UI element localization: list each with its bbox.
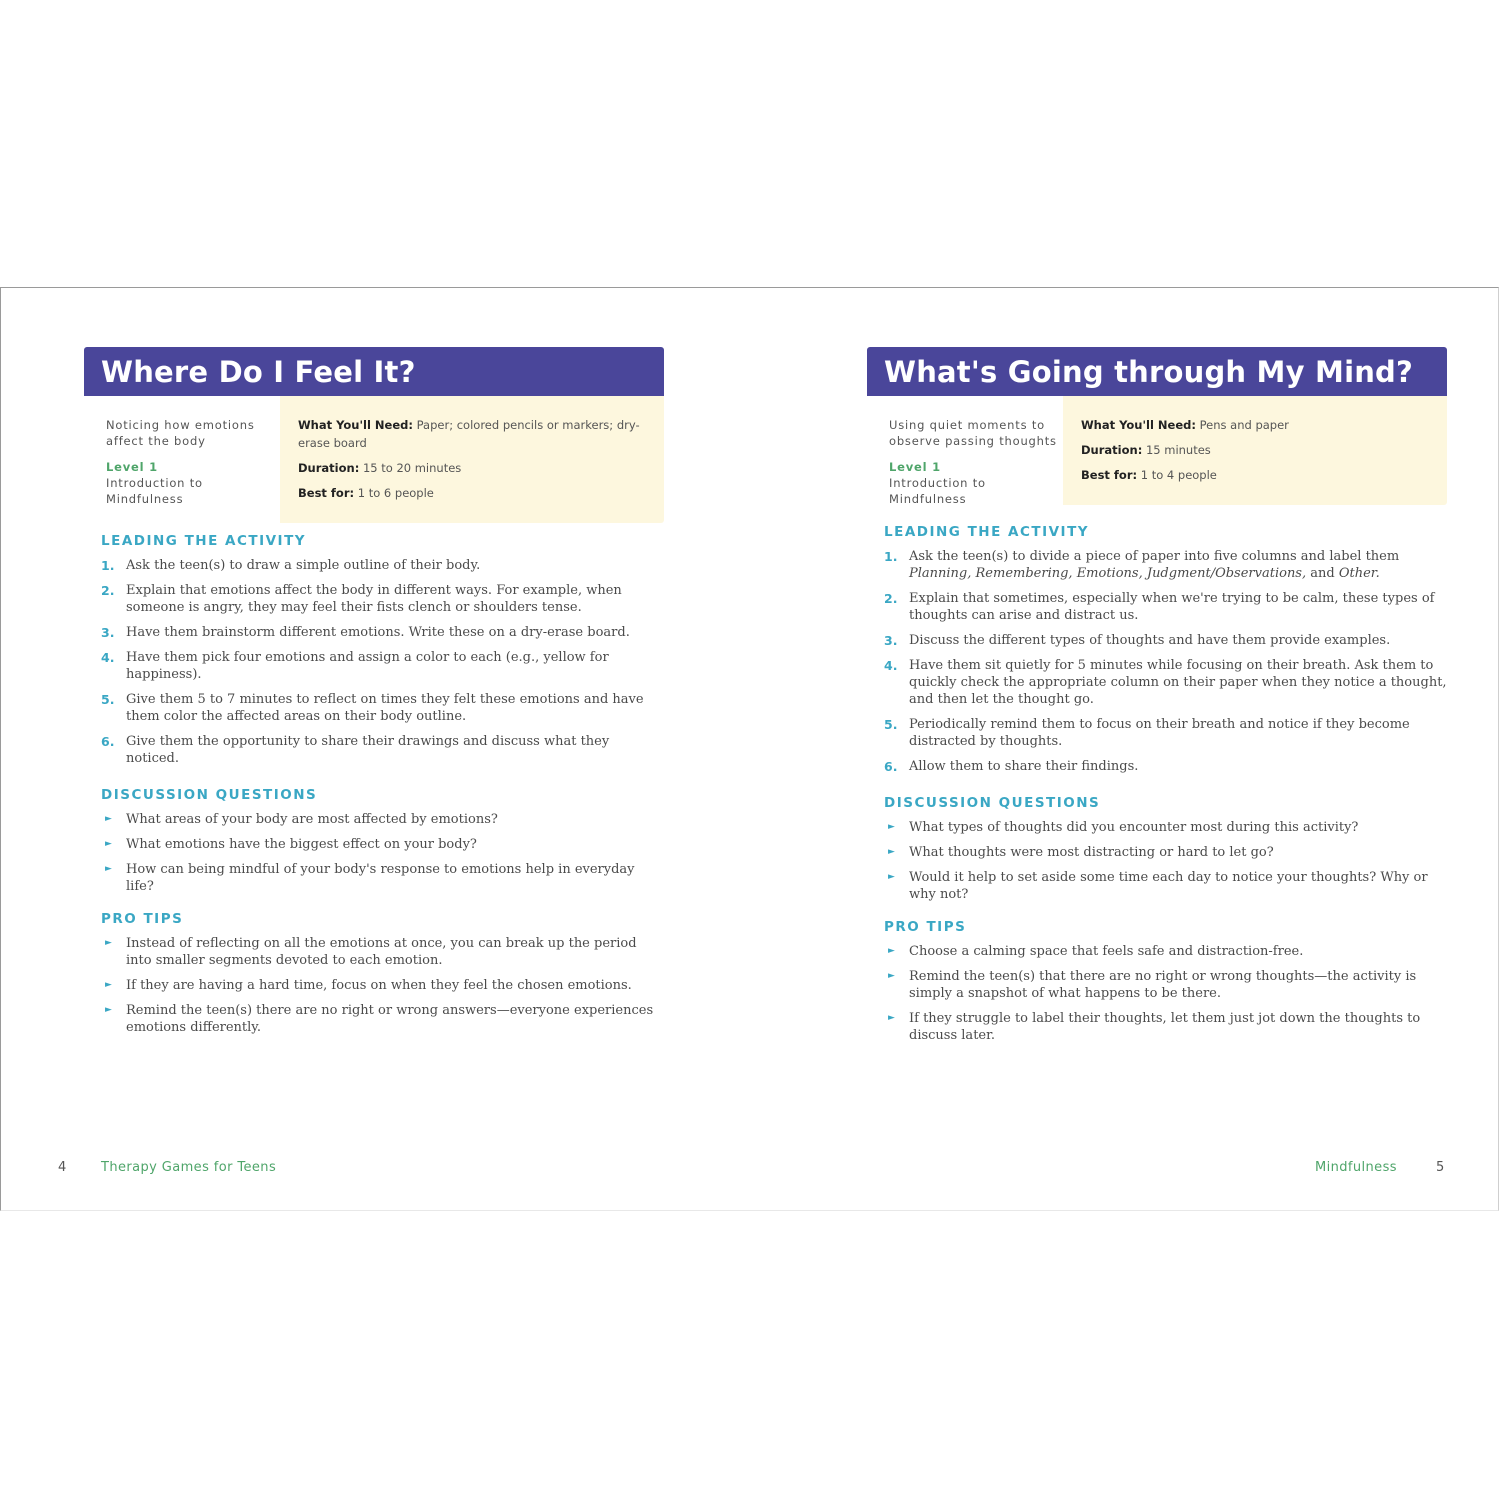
needs-value: Pens and paper [1199,418,1289,432]
running-footer: Mindfulness [1315,1160,1397,1175]
item-text: Choose a calming space that feels safe and distraction-free. [909,944,1304,959]
left-page [1,288,750,1210]
list-item [884,632,1447,649]
best-for-label: Best for: [298,486,355,500]
item-text: Ask the teen(s) to divide a piece of paper into five columns and label them [909,549,1400,564]
activity-title: Where Do I Feel It? [101,354,416,389]
activity-subtitle: Noticing how emotions affect the body [106,418,255,448]
list-item [884,819,1447,836]
item-text: Periodically remind them to focus on their breath and notice if they become distracted by thoughts. [909,717,1410,749]
list-item [101,861,664,895]
item-text: Explain that sometimes, especially when we're trying to be calm, these types of thoughts can arise and distract us. [909,591,1435,623]
item-number: 6. [101,734,115,749]
list-item [884,943,1447,960]
list-item [101,733,664,767]
bullet-triangle-icon: ► [888,946,895,956]
best-for-line [1081,466,1429,484]
bullet-triangle-icon: ► [888,872,895,882]
bullet-triangle-icon: ► [888,822,895,832]
item-text: Remind the teen(s) that there are no right or wrong thoughts—the activity is simply a snapshot of what happens to be there. [909,969,1417,1001]
bullet-triangle-icon: ► [888,971,895,981]
item-text: Discuss the different types of thoughts and have them provide examples. [909,633,1391,648]
activity-title-bar [84,347,664,396]
bullet-triangle-icon: ► [105,839,112,849]
activity-title: What's Going through My Mind? [884,354,1414,389]
duration-value: 15 minutes [1145,443,1211,457]
item-text-and: and [1310,566,1335,581]
list-item [101,811,664,828]
best-for-label: Best for: [1081,468,1138,482]
list-item [101,935,664,969]
list-item [884,869,1447,903]
activity-title-bar [867,347,1447,396]
bullet-triangle-icon: ► [105,814,112,824]
activity-meta [84,396,280,523]
item-italic-text: Planning, Remembering, Emotions, Judgment/Observations, [909,566,1307,581]
item-text: Instead of reflecting on all the emotions at once, you can break up the period into smaller segments devoted to each emotion. [126,936,637,968]
running-footer: Therapy Games for Teens [101,1160,277,1175]
activity-card [84,347,664,1044]
page-number: 5 [1436,1160,1445,1175]
item-text: Would it help to set aside some time each day to notice your thoughts? Why or why not? [909,870,1428,902]
item-text: What types of thoughts did you encounter most during this activity? [909,820,1359,835]
bullet-triangle-icon: ► [888,847,895,857]
item-number: 3. [884,633,898,648]
activity-subtitle: Using quiet moments to observe passing thoughts [889,418,1057,448]
item-text: What emotions have the biggest effect on your body? [126,837,477,852]
item-number: 5. [884,717,898,732]
needs-label: What You'll Need: [1081,418,1196,432]
tips-list [867,943,1447,1044]
list-item [101,1002,664,1036]
activity-level: Level 1 [106,460,158,474]
activity-level-desc: Introduction to Mindfulness [889,476,986,506]
needs-label: What You'll Need: [298,418,413,432]
tips-heading: PRO TIPS [884,919,967,935]
activity-info [867,396,1447,507]
needs-line [298,416,646,452]
item-number: 2. [101,583,115,598]
book-spread [0,287,1499,1211]
activity-card [867,347,1447,1052]
bullet-triangle-icon: ► [105,1005,112,1015]
best-for-line [298,484,646,502]
duration-line [1081,441,1429,459]
tips-list [84,935,664,1036]
item-text: Give them the opportunity to share their drawings and discuss what they noticed. [126,734,610,766]
tips-heading: PRO TIPS [101,911,184,927]
item-text: What areas of your body are most affected by emotions? [126,812,498,827]
bullet-triangle-icon: ► [888,1013,895,1023]
leading-heading: LEADING THE ACTIVITY [101,533,307,549]
duration-value: 15 to 20 minutes [362,461,462,475]
list-item [101,836,664,853]
duration-label: Duration: [298,461,360,475]
item-number: 6. [884,759,898,774]
activity-meta [867,396,1063,507]
discussion-heading: DISCUSSION QUESTIONS [101,787,318,803]
list-item [884,590,1447,624]
needs-line [1081,416,1429,434]
item-text: How can being mindful of your body's response to emotions help in everyday life? [126,862,635,894]
duration-label: Duration: [1081,443,1143,457]
item-text: Ask the teen(s) to draw a simple outline of their body. [126,558,481,573]
needs-value: Paper; colored pencils or markers; dry-erase board [298,418,640,450]
item-text: Have them sit quietly for 5 minutes while focusing on their breath. Ask them to quickly check the appropriate column on their paper when they notice a thought, and then let the thought go. [909,658,1447,707]
item-text: Have them pick four emotions and assign a color to each (e.g., yellow for happiness). [126,650,609,682]
item-number: 5. [101,692,115,707]
item-number: 1. [884,549,898,564]
list-item [884,1010,1447,1044]
list-item [884,758,1447,775]
item-text: If they are having a hard time, focus on when they feel the chosen emotions. [126,978,632,993]
leading-heading: LEADING THE ACTIVITY [884,524,1090,540]
list-item [884,844,1447,861]
discussion-list [867,819,1447,903]
item-text: Explain that emotions affect the body in different ways. For example, when someone is angry, they may feel their fists clench or shoulders tense. [126,583,622,615]
duration-line [298,459,646,477]
activity-requirements [280,396,664,523]
item-number: 4. [884,658,898,673]
bullet-triangle-icon: ► [105,864,112,874]
item-text: What thoughts were most distracting or hard to let go? [909,845,1274,860]
list-item [884,968,1447,1002]
page-number: 4 [58,1160,67,1175]
leading-list [84,557,664,767]
item-text: If they struggle to label their thoughts, let them just jot down the thoughts to discuss later. [909,1011,1421,1043]
list-item [101,691,664,725]
item-number: 1. [101,558,115,573]
activity-level-desc: Introduction to Mindfulness [106,476,203,506]
item-number: 2. [884,591,898,606]
right-page [751,288,1500,1210]
best-for-value: 1 to 4 people [1140,468,1217,482]
item-italic-other: Other. [1338,566,1380,581]
list-item [101,649,664,683]
list-item [884,716,1447,750]
discussion-list [84,811,664,895]
item-text: Remind the teen(s) there are no right or wrong answers—everyone experiences emotions differently. [126,1003,654,1035]
list-item [884,657,1447,708]
leading-list [867,548,1447,775]
item-number: 4. [101,650,115,665]
bullet-triangle-icon: ► [105,980,112,990]
item-text: Have them brainstorm different emotions. Write these on a dry-erase board. [126,625,630,640]
item-number: 3. [101,625,115,640]
item-text: Allow them to share their findings. [909,759,1139,774]
bullet-triangle-icon: ► [105,938,112,948]
item-text: Give them 5 to 7 minutes to reflect on times they felt these emotions and have them color the affected areas on their body outline. [126,692,644,724]
activity-requirements [1063,396,1447,505]
list-item [101,624,664,641]
list-item [101,582,664,616]
list-item [101,557,664,574]
activity-info [84,396,664,523]
best-for-value: 1 to 6 people [357,486,434,500]
list-item [101,977,664,994]
list-item [884,548,1447,582]
discussion-heading: DISCUSSION QUESTIONS [884,795,1101,811]
activity-level: Level 1 [889,460,941,474]
